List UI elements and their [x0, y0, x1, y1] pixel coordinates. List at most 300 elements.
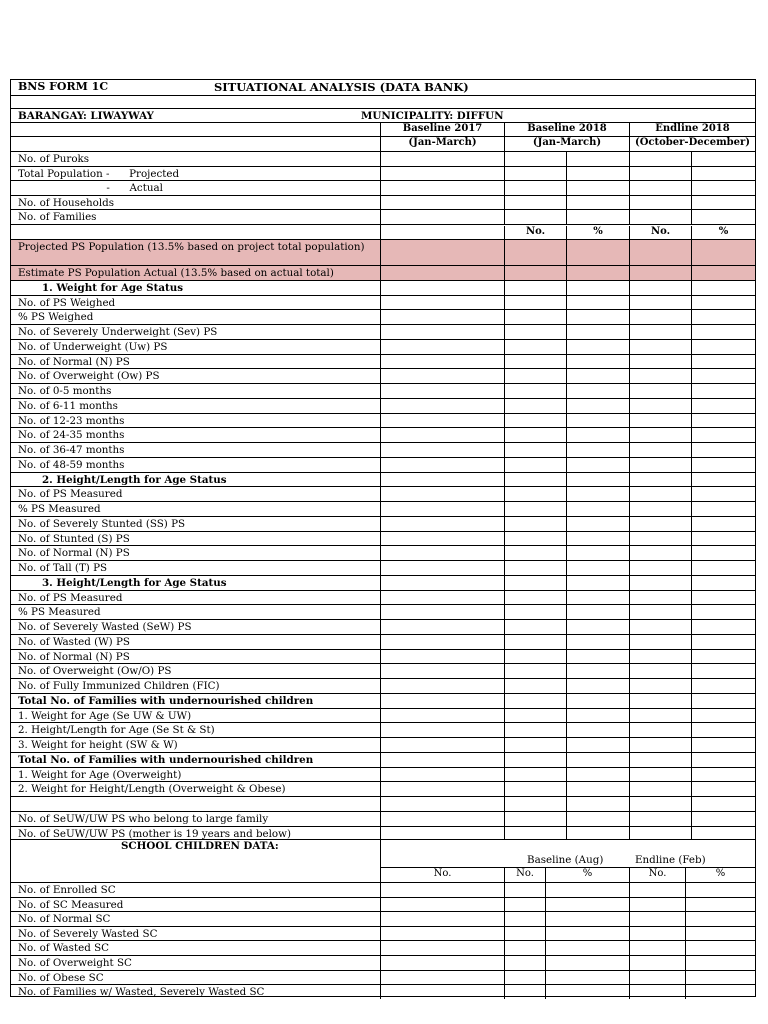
ps-row-cell-3[interactable] [629, 738, 691, 752]
ps-row-cell-2[interactable] [566, 369, 629, 383]
ps-row-cell-1[interactable] [504, 694, 566, 708]
ps-row-cell-1[interactable] [504, 428, 566, 442]
ps-row-cell-2[interactable] [566, 738, 629, 752]
ps-row-cell-2[interactable] [566, 576, 629, 590]
ps-row-cell-1[interactable] [504, 635, 566, 649]
ps-row-cell-3[interactable] [629, 709, 691, 723]
ps-row-cell-4[interactable] [691, 753, 755, 767]
ps-row-cell-1[interactable] [504, 753, 566, 767]
ps-row-cell-1[interactable] [504, 620, 566, 634]
school-row-cell-3[interactable] [629, 883, 685, 897]
ps-row-cell-1[interactable] [504, 266, 566, 280]
ps-row-cell-1[interactable] [504, 384, 566, 398]
ps-row-cell-4[interactable] [691, 281, 755, 295]
ps-row-cell-3[interactable] [629, 473, 691, 487]
ps-row-cell-4[interactable] [691, 355, 755, 369]
school-row [11, 911, 755, 926]
school-row-cell-1[interactable] [504, 941, 545, 955]
school-row-cell-4[interactable] [685, 985, 755, 999]
ps-row-label: No. of Overweight (Ow) PS [18, 370, 160, 383]
school-row-cell-4[interactable] [685, 912, 755, 926]
ps-row-cell-4[interactable] [691, 812, 755, 826]
ps-row-cell-4[interactable] [691, 458, 755, 472]
ps-row-cell-1[interactable] [504, 502, 566, 516]
school-row-cell-2[interactable] [545, 971, 629, 985]
school-row-cell-3[interactable] [629, 971, 685, 985]
ps-row-cell-2[interactable] [566, 325, 629, 339]
ps-row-cell-2[interactable] [566, 340, 629, 354]
ps-row-cell-1[interactable] [504, 473, 566, 487]
school-row-cell-4[interactable] [685, 927, 755, 941]
ps-row-cell-0[interactable] [380, 650, 504, 664]
school-row-cell-1[interactable] [504, 912, 545, 926]
ps-row-cell-3[interactable] [629, 296, 691, 310]
ps-row-label: No. of 24-35 months [18, 429, 125, 442]
ps-row-cell-3[interactable] [629, 399, 691, 413]
ps-row-cell-1[interactable] [504, 782, 566, 796]
ps-row-cell-0[interactable] [380, 768, 504, 782]
ps-row-cell-2[interactable] [566, 487, 629, 501]
ps-row-cell-1[interactable] [504, 296, 566, 310]
ps-row-cell-0[interactable] [380, 340, 504, 354]
ps-row-cell-1[interactable] [504, 812, 566, 826]
general-row-cell-0[interactable] [380, 196, 504, 210]
ps-row-cell-2[interactable] [566, 310, 629, 324]
school-row-cell-0[interactable] [380, 985, 504, 999]
school-row-cell-2[interactable] [545, 956, 629, 970]
ps-row-cell-2[interactable] [566, 723, 629, 737]
ps-row-cell-4[interactable] [691, 414, 755, 428]
school-row-cell-1[interactable] [504, 898, 545, 912]
ps-row-cell-1[interactable] [504, 679, 566, 693]
school-row-cell-1[interactable] [504, 883, 545, 897]
general-row-cell-2[interactable] [566, 167, 629, 181]
ps-row-cell-2[interactable] [566, 517, 629, 531]
ps-row-cell-4[interactable] [691, 546, 755, 560]
ps-row-cell-4[interactable] [691, 487, 755, 501]
general-row-cell-4[interactable] [691, 196, 755, 210]
ps-row-cell-2[interactable] [566, 399, 629, 413]
ps-row-cell-0[interactable] [380, 738, 504, 752]
ps-row-cell-0[interactable] [380, 517, 504, 531]
ps-row-cell-1[interactable] [504, 827, 566, 841]
ps-row-cell-3[interactable] [629, 281, 691, 295]
general-row-cell-2[interactable] [566, 210, 629, 224]
general-row-cell-2[interactable] [566, 181, 629, 195]
ps-row-cell-0[interactable] [380, 709, 504, 723]
ps-row-cell-2[interactable] [566, 679, 629, 693]
school-row-cell-1[interactable] [504, 927, 545, 941]
ps-row-cell-0[interactable] [380, 723, 504, 737]
ps-row-cell-0[interactable] [380, 296, 504, 310]
ps-row-cell-3[interactable] [629, 723, 691, 737]
general-row-cell-3[interactable] [629, 181, 691, 195]
ps-row-cell-4[interactable] [691, 443, 755, 457]
school-row-cell-0[interactable] [380, 941, 504, 955]
school-row-cell-4[interactable] [685, 971, 755, 985]
ps-row-cell-0[interactable] [380, 428, 504, 442]
ps-row-cell-1[interactable] [504, 561, 566, 575]
general-row-cell-1[interactable] [504, 167, 566, 181]
ps-row-cell-4[interactable] [691, 240, 755, 265]
ps-row-cell-0[interactable] [380, 369, 504, 383]
ps-row-cell-0[interactable] [380, 620, 504, 634]
ps-row-cell-4[interactable] [691, 428, 755, 442]
general-row-cell-2[interactable] [566, 152, 629, 166]
ps-row-cell-4[interactable] [691, 473, 755, 487]
school-row-cell-3[interactable] [629, 941, 685, 955]
ps-row-cell-3[interactable] [629, 458, 691, 472]
ps-data-row [11, 354, 755, 369]
ps-row-cell-3[interactable] [629, 782, 691, 796]
ps-row-cell-0[interactable] [380, 532, 504, 546]
school-row-cell-3[interactable] [629, 956, 685, 970]
ps-row-cell-0[interactable] [380, 797, 504, 811]
ps-row-cell-1[interactable] [504, 768, 566, 782]
ps-row-cell-4[interactable] [691, 620, 755, 634]
ps-row-cell-3[interactable] [629, 240, 691, 265]
ps-row-cell-1[interactable] [504, 414, 566, 428]
school-row-cell-2[interactable] [545, 927, 629, 941]
ps-row-cell-4[interactable] [691, 827, 755, 841]
period-header-row [11, 122, 755, 136]
school-row-cell-3[interactable] [629, 927, 685, 941]
general-row-cell-2[interactable] [566, 196, 629, 210]
ps-row-cell-3[interactable] [629, 591, 691, 605]
ps-row-label: 2. Height/Length for Age (Se St & St) [18, 724, 215, 737]
general-row [11, 209, 755, 224]
general-row-cell-4[interactable] [691, 152, 755, 166]
col-no-1: No. [525, 226, 546, 237]
general-row-label: No. of Puroks [18, 153, 90, 165]
ps-data-row [11, 398, 755, 413]
ps-row-cell-0[interactable] [380, 458, 504, 472]
ps-row-cell-2[interactable] [566, 384, 629, 398]
ps-row-cell-2[interactable] [566, 591, 629, 605]
ps-row-cell-0[interactable] [380, 635, 504, 649]
ps-row-cell-2[interactable] [566, 546, 629, 560]
school-row-cell-0[interactable] [380, 971, 504, 985]
ps-row-cell-3[interactable] [629, 753, 691, 767]
school-row [11, 926, 755, 941]
ps-row-cell-3[interactable] [629, 517, 691, 531]
ps-row-cell-2[interactable] [566, 753, 629, 767]
ps-row-cell-3[interactable] [629, 561, 691, 575]
ps-row-cell-3[interactable] [629, 650, 691, 664]
ps-row-cell-2[interactable] [566, 443, 629, 457]
school-row-cell-0[interactable] [380, 912, 504, 926]
ps-row-cell-4[interactable] [691, 591, 755, 605]
ps-row-cell-3[interactable] [629, 325, 691, 339]
ps-row-cell-4[interactable] [691, 650, 755, 664]
ps-row-label: No. of Normal (N) PS [18, 355, 130, 368]
ps-row-cell-1[interactable] [504, 797, 566, 811]
school-row-cell-2[interactable] [545, 898, 629, 912]
ps-row-cell-3[interactable] [629, 620, 691, 634]
ps-row-cell-2[interactable] [566, 812, 629, 826]
school-row-cell-2[interactable] [545, 985, 629, 999]
ps-row-cell-2[interactable] [566, 532, 629, 546]
ps-row-cell-0[interactable] [380, 487, 504, 501]
ps-row-cell-2[interactable] [566, 355, 629, 369]
school-row-cell-1[interactable] [504, 985, 545, 999]
section-heading-row [11, 693, 755, 708]
ps-row-cell-2[interactable] [566, 414, 629, 428]
ps-row-cell-1[interactable] [504, 517, 566, 531]
ps-row-cell-1[interactable] [504, 576, 566, 590]
ps-row-cell-3[interactable] [629, 384, 691, 398]
school-row-cell-0[interactable] [380, 956, 504, 970]
ps-row-cell-0[interactable] [380, 384, 504, 398]
ps-row-cell-2[interactable] [566, 502, 629, 516]
general-row-cell-3[interactable] [629, 196, 691, 210]
ps-row-cell-2[interactable] [566, 240, 629, 265]
school-row-cell-3[interactable] [629, 912, 685, 926]
ps-row-cell-4[interactable] [691, 679, 755, 693]
ps-row-cell-4[interactable] [691, 694, 755, 708]
ps-row-cell-0[interactable] [380, 355, 504, 369]
school-row-cell-2[interactable] [545, 912, 629, 926]
ps-data-row [11, 545, 755, 560]
general-row-cell-1[interactable] [504, 196, 566, 210]
ps-row-cell-0[interactable] [380, 812, 504, 826]
ps-row-cell-2[interactable] [566, 650, 629, 664]
ps-row-cell-2[interactable] [566, 296, 629, 310]
ps-row-label: No. of Wasted (W) PS [18, 635, 130, 648]
ps-row-cell-3[interactable] [629, 827, 691, 841]
ps-row-cell-1[interactable] [504, 240, 566, 265]
ps-row-cell-4[interactable] [691, 635, 755, 649]
ps-row-cell-0[interactable] [380, 591, 504, 605]
ps-data-row [11, 708, 755, 723]
ps-row-cell-3[interactable] [629, 694, 691, 708]
ps-row-cell-1[interactable] [504, 709, 566, 723]
ps-row-cell-1[interactable] [504, 443, 566, 457]
ps-row-cell-3[interactable] [629, 605, 691, 619]
ps-row-cell-4[interactable] [691, 502, 755, 516]
col-pct-1: % [593, 226, 603, 237]
school-row-cell-4[interactable] [685, 941, 755, 955]
school-row-cell-0[interactable] [380, 883, 504, 897]
ps-row-label: No. of Severely Stunted (SS) PS [18, 517, 186, 530]
section-heading-row [11, 280, 755, 295]
school-row-cell-4[interactable] [685, 898, 755, 912]
ps-row-cell-3[interactable] [629, 532, 691, 546]
ps-row-cell-0[interactable] [380, 694, 504, 708]
ps-row-cell-1[interactable] [504, 340, 566, 354]
section-heading: Total No. of Families with undernourished children [18, 694, 314, 707]
school-row-cell-2[interactable] [545, 883, 629, 897]
ps-data-row [11, 486, 755, 501]
ps-row-cell-0[interactable] [380, 443, 504, 457]
ps-row-cell-0[interactable] [380, 266, 504, 280]
general-row-cell-3[interactable] [629, 152, 691, 166]
ps-row-cell-0[interactable] [380, 546, 504, 560]
ps-row-cell-4[interactable] [691, 664, 755, 678]
ps-row-cell-0[interactable] [380, 325, 504, 339]
ps-row-cell-3[interactable] [629, 576, 691, 590]
ps-row-cell-0[interactable] [380, 281, 504, 295]
school-row-cell-4[interactable] [685, 956, 755, 970]
ps-row-cell-1[interactable] [504, 399, 566, 413]
school-row-cell-0[interactable] [380, 898, 504, 912]
ps-row-cell-4[interactable] [691, 369, 755, 383]
ps-row-cell-2[interactable] [566, 266, 629, 280]
ps-row-cell-0[interactable] [380, 664, 504, 678]
ps-row-cell-2[interactable] [566, 827, 629, 841]
ps-row-cell-3[interactable] [629, 428, 691, 442]
ps-row-cell-4[interactable] [691, 517, 755, 531]
ps-row-cell-0[interactable] [380, 414, 504, 428]
ps-row-cell-2[interactable] [566, 561, 629, 575]
general-row-cell-4[interactable] [691, 210, 755, 224]
ps-data-row [11, 678, 755, 693]
general-row-cell-0[interactable] [380, 181, 504, 195]
ps-row-cell-0[interactable] [380, 679, 504, 693]
ps-row-cell-4[interactable] [691, 340, 755, 354]
general-row-cell-4[interactable] [691, 181, 755, 195]
ps-row-cell-4[interactable] [691, 782, 755, 796]
ps-row-cell-1[interactable] [504, 591, 566, 605]
ps-row-cell-1[interactable] [504, 281, 566, 295]
school-row-label: No. of Obese SC [18, 971, 104, 984]
ps-row-cell-4[interactable] [691, 399, 755, 413]
ps-row-cell-4[interactable] [691, 709, 755, 723]
school-row-cell-2[interactable] [545, 941, 629, 955]
general-row-cell-3[interactable] [629, 167, 691, 181]
ps-row-cell-1[interactable] [504, 723, 566, 737]
ps-row-cell-4[interactable] [691, 576, 755, 590]
ps-row-cell-2[interactable] [566, 694, 629, 708]
ps-row-cell-3[interactable] [629, 797, 691, 811]
ps-row-cell-1[interactable] [504, 369, 566, 383]
ps-row-label: 2. Weight for Height/Length (Overweight & Obese) [18, 783, 286, 796]
ps-row-cell-3[interactable] [629, 443, 691, 457]
ps-row-cell-1[interactable] [504, 458, 566, 472]
ps-row-cell-1[interactable] [504, 650, 566, 664]
ps-row-cell-3[interactable] [629, 340, 691, 354]
ps-row-cell-0[interactable] [380, 310, 504, 324]
ps-row-cell-2[interactable] [566, 797, 629, 811]
general-row-cell-0[interactable] [380, 167, 504, 181]
ps-row-cell-4[interactable] [691, 768, 755, 782]
school-row-label: No. of Families w/ Wasted, Severely Wasted SC [18, 986, 265, 999]
ps-row-cell-4[interactable] [691, 296, 755, 310]
ps-row-cell-2[interactable] [566, 709, 629, 723]
general-row-cell-1[interactable] [504, 181, 566, 195]
ps-row-cell-4[interactable] [691, 797, 755, 811]
school-row-cell-0[interactable] [380, 927, 504, 941]
ps-row-cell-0[interactable] [380, 782, 504, 796]
school-header-row [11, 839, 755, 868]
school-row [11, 970, 755, 985]
ps-row-cell-1[interactable] [504, 532, 566, 546]
ps-data-row [11, 811, 755, 826]
ps-row-cell-2[interactable] [566, 768, 629, 782]
ps-row-cell-2[interactable] [566, 664, 629, 678]
ps-row-cell-0[interactable] [380, 473, 504, 487]
ps-row-cell-4[interactable] [691, 266, 755, 280]
ps-row-cell-2[interactable] [566, 281, 629, 295]
ps-row-cell-4[interactable] [691, 325, 755, 339]
ps-row-cell-3[interactable] [629, 266, 691, 280]
school-row-cell-4[interactable] [685, 883, 755, 897]
ps-row-cell-2[interactable] [566, 620, 629, 634]
ps-row-cell-3[interactable] [629, 635, 691, 649]
ps-row-cell-3[interactable] [629, 487, 691, 501]
school-row [11, 940, 755, 955]
school-row-label: No. of Normal SC [18, 913, 111, 926]
ps-row-cell-1[interactable] [504, 487, 566, 501]
ps-row-cell-4[interactable] [691, 738, 755, 752]
ps-row-cell-3[interactable] [629, 355, 691, 369]
ps-row-cell-3[interactable] [629, 414, 691, 428]
ps-row-cell-2[interactable] [566, 428, 629, 442]
ps-row-cell-1[interactable] [504, 546, 566, 560]
ps-row-cell-0[interactable] [380, 605, 504, 619]
ps-row-cell-3[interactable] [629, 768, 691, 782]
ps-row-cell-2[interactable] [566, 782, 629, 796]
general-row-label: Total Population - Projected [18, 167, 180, 180]
ps-row-cell-0[interactable] [380, 399, 504, 413]
ps-row-cell-3[interactable] [629, 310, 691, 324]
ps-row-cell-0[interactable] [380, 827, 504, 841]
ps-row-cell-2[interactable] [566, 605, 629, 619]
general-row-cell-0[interactable] [380, 210, 504, 224]
ps-row-cell-3[interactable] [629, 664, 691, 678]
ps-row-cell-1[interactable] [504, 325, 566, 339]
ps-row-cell-4[interactable] [691, 723, 755, 737]
ps-row-label: 1. Weight for Age (Overweight) [18, 768, 182, 781]
school-row-cell-3[interactable] [629, 898, 685, 912]
ps-row-cell-1[interactable] [504, 310, 566, 324]
ps-row-cell-4[interactable] [691, 310, 755, 324]
school-row-cell-1[interactable] [504, 956, 545, 970]
ps-row-cell-1[interactable] [504, 664, 566, 678]
ps-row-cell-3[interactable] [629, 812, 691, 826]
col-no-2: No. [650, 226, 671, 237]
general-row-cell-1[interactable] [504, 210, 566, 224]
ps-row-cell-3[interactable] [629, 546, 691, 560]
ps-row-cell-2[interactable] [566, 473, 629, 487]
ps-row-cell-0[interactable] [380, 561, 504, 575]
ps-row-cell-0[interactable] [380, 240, 504, 265]
ps-row-cell-0[interactable] [380, 576, 504, 590]
ps-row-cell-1[interactable] [504, 355, 566, 369]
ps-row-cell-1[interactable] [504, 738, 566, 752]
ps-row-cell-4[interactable] [691, 605, 755, 619]
school-row-cell-1[interactable] [504, 971, 545, 985]
general-row-cell-1[interactable] [504, 152, 566, 166]
ps-row-cell-0[interactable] [380, 753, 504, 767]
general-row-cell-4[interactable] [691, 167, 755, 181]
ps-row-cell-3[interactable] [629, 502, 691, 516]
ps-row-cell-2[interactable] [566, 635, 629, 649]
ps-row-cell-3[interactable] [629, 679, 691, 693]
ps-row-cell-0[interactable] [380, 502, 504, 516]
general-row-cell-0[interactable] [380, 152, 504, 166]
general-row-cell-3[interactable] [629, 210, 691, 224]
ps-row-cell-4[interactable] [691, 384, 755, 398]
ps-row-cell-4[interactable] [691, 532, 755, 546]
ps-row-cell-2[interactable] [566, 458, 629, 472]
ps-row-cell-4[interactable] [691, 561, 755, 575]
section-heading: 2. Height/Length for Age Status [42, 473, 227, 486]
ps-row-cell-1[interactable] [504, 605, 566, 619]
school-row-cell-3[interactable] [629, 985, 685, 999]
ps-row-cell-3[interactable] [629, 369, 691, 383]
ps-data-row [11, 796, 755, 811]
